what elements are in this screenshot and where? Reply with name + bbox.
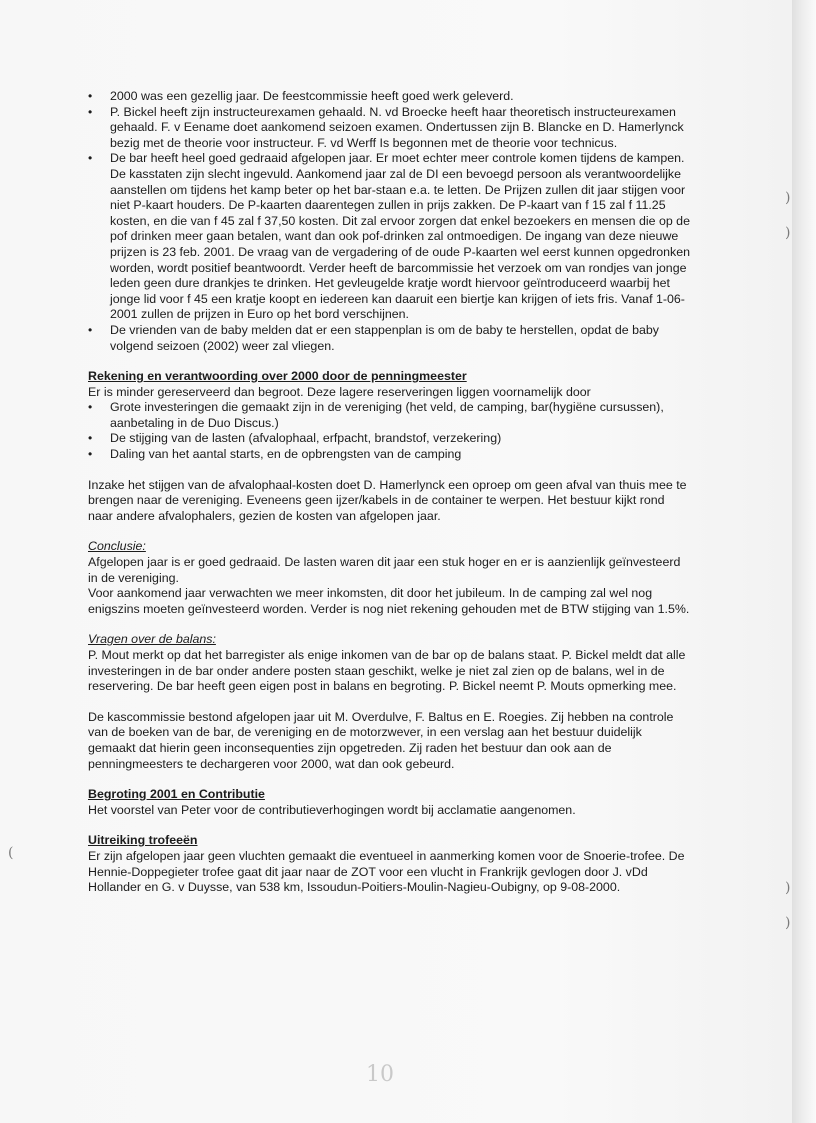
opening-bullet-list	[88, 89, 690, 354]
trofeeen-paragraph: Er zijn afgelopen jaar geen vluchten gemaakt die eventueel in aanmerking komen voor de Snoerie-trofee. De Hennie-Doppegieter trofee gaat dit jaar naar de ZOT voor een vlucht in Frankrijk gevlogen door J. vDd Hollander en G. v Duysse, van 538 km, Issoudun-Poitiers-Moulin-Nagieu-Oubigny, op 9-08-2000.	[88, 848, 685, 895]
list-item: • De bar heeft heel goed gedraaid afgelopen jaar. Er moet echter meer controle komen tijdens de kampen. De kasstaten zijn slecht ingevuld. Aankomend jaar zal de DI een bevoegd persoon als verantwoordelijke aanstellen om tijdens het kamp beter op het bar-staan e.a. te letten. De Prijzen zullen dit jaar stijgen voor niet P-kaart houders. De P-kaarten daarentegen zullen in prijs zakken. De P-kaart van f 15 zal f 11.25 kosten, en die van f 45 zal f 37,50 kosten. Dit zal ervoor zorgen dat enkel bezoekers en mensen die op de pof drinken meer gaan betalen, want dan ook pof-drinken zal ontmoedigen. De ingang van deze nieuwe prijzen is 23 feb. 2001. De vraag van de vergadering of de oude P-kaarten wel eerst kunnen opgedronken worden, wordt positief beantwoordt. Verder heeft de barcommissie het verzoek om van rondjes van jonge leden geen dure drankjes te drinken. Het gevleugelde kratje wordt hiervoor geïntroduceerd waarbij het jonge lid voor f 45 een kratje koopt en iedereen kan daaruit een biertje kan krijgen of iets fris. Vanaf 1-06-2001 zullen de prijzen in Euro op het bord verschijnen.	[88, 151, 690, 323]
vragen-paragraph: P. Mout merkt op dat het barregister als enige inkomen van de bar op de balans staat. P. Bickel meldt dat alle investeringen in de bar onder andere posten staan geschikt, welke je niet zal zien op de balans, wel in de reservering. De bar heeft geen eigen post in balans en begroting. P. Bickel neemt P. Mouts opmerking mee.	[88, 648, 686, 694]
section-heading-trofeeen: Uitreiking trofeeën	[88, 833, 198, 848]
list-item: • Daling van het aantal starts, en de opbrengsten van de camping	[88, 447, 690, 463]
list-item: • P. Bickel heeft zijn instructeurexamen gehaald. N. vd Broecke heeft haar theoretisch instructeurexamen gehaald. F. v Eename doet aankomend seizoen examen. Ondertussen zijn B. Blancke en D. Hamerlynck bezig met de theorie voor instructeur. F. vd Werff Is begonnen met de theorie voor technicus.	[88, 105, 690, 152]
binding-mark: )	[785, 915, 791, 931]
list-item: • De stijging van de lasten (afvalophaal, erfpacht, brandstof, verzekering)	[88, 431, 690, 447]
vragen-heading: Vragen over de balans:	[88, 632, 216, 647]
kascommissie-paragraph: De kascommissie bestond afgelopen jaar uit M. Overdulve, F. Baltus en E. Roegies. Zij hebben na controle van de boeken van de bar, de vereniging en de motorzwever, in een verslag aan het bestuur duidelijk gemaakt dat hierin geen inconsequenties zijn opgetreden. Zij raden het bestuur dan ook aan de penningmeesters te dechargeren voor 2000, wat dan ook gebeurd.	[88, 709, 674, 771]
document-body	[88, 89, 690, 896]
page-number: 10	[366, 1062, 394, 1087]
binding-mark: )	[785, 880, 791, 896]
conclusie-paragraph: Afgelopen jaar is er goed gedraaid. De lasten waren dit jaar een stuk hoger en er is aanzienlijk geïnvesteerd in de vereniging.	[88, 555, 681, 585]
list-item: • 2000 was een gezellig jaar. De feestcommissie heeft goed werk geleverd.	[88, 89, 690, 105]
rekening-intro: Er is minder gereserveerd dan begroot. Deze lagere reserveringen liggen voornamelijk door	[88, 384, 591, 399]
page-edge-shadow	[792, 0, 816, 1123]
conclusie-paragraph: Voor aankomend jaar verwachten we meer inkomsten, dit door het jubileum. In de camping zal wel nog enigszins moeten geïnvesteerd worden. Verder is nog niet rekening gehouden met de BTW stijging van 1.5%.	[88, 586, 690, 616]
binding-mark: (	[8, 845, 14, 861]
list-item: • De vrienden van de baby melden dat er een stappenplan is om de baby te herstellen, opdat de baby volgend seizoen (2002) weer zal vliegen.	[88, 323, 690, 354]
list-item: • Grote investeringen die gemaakt zijn in de vereniging (het veld, de camping, bar(hygiëne cursussen), aanbetaling in de Duo Discus.)	[88, 400, 690, 431]
section-heading-begroting: Begroting 2001 en Contributie	[88, 787, 265, 802]
binding-mark: )	[785, 225, 791, 241]
afval-paragraph: Inzake het stijgen van de afvalophaal-kosten doet D. Hamerlynck een oproep om geen afval van thuis mee te brengen naar de vereniging. Eveneens geen ijzer/kabels in de container te werpen. Het bestuur kijkt rond naar andere afvalophalers, gezien de kosten van afgelopen jaar.	[88, 477, 687, 523]
binding-mark: )	[785, 190, 791, 206]
begroting-paragraph: Het voorstel van Peter voor de contributieverhogingen wordt bij acclamatie aangenomen.	[88, 802, 576, 817]
section-heading-rekening: Rekening en verantwoording over 2000 door de penningmeester	[88, 369, 467, 384]
conclusie-heading: Conclusie:	[88, 539, 146, 554]
rekening-bullet-list	[88, 400, 690, 462]
